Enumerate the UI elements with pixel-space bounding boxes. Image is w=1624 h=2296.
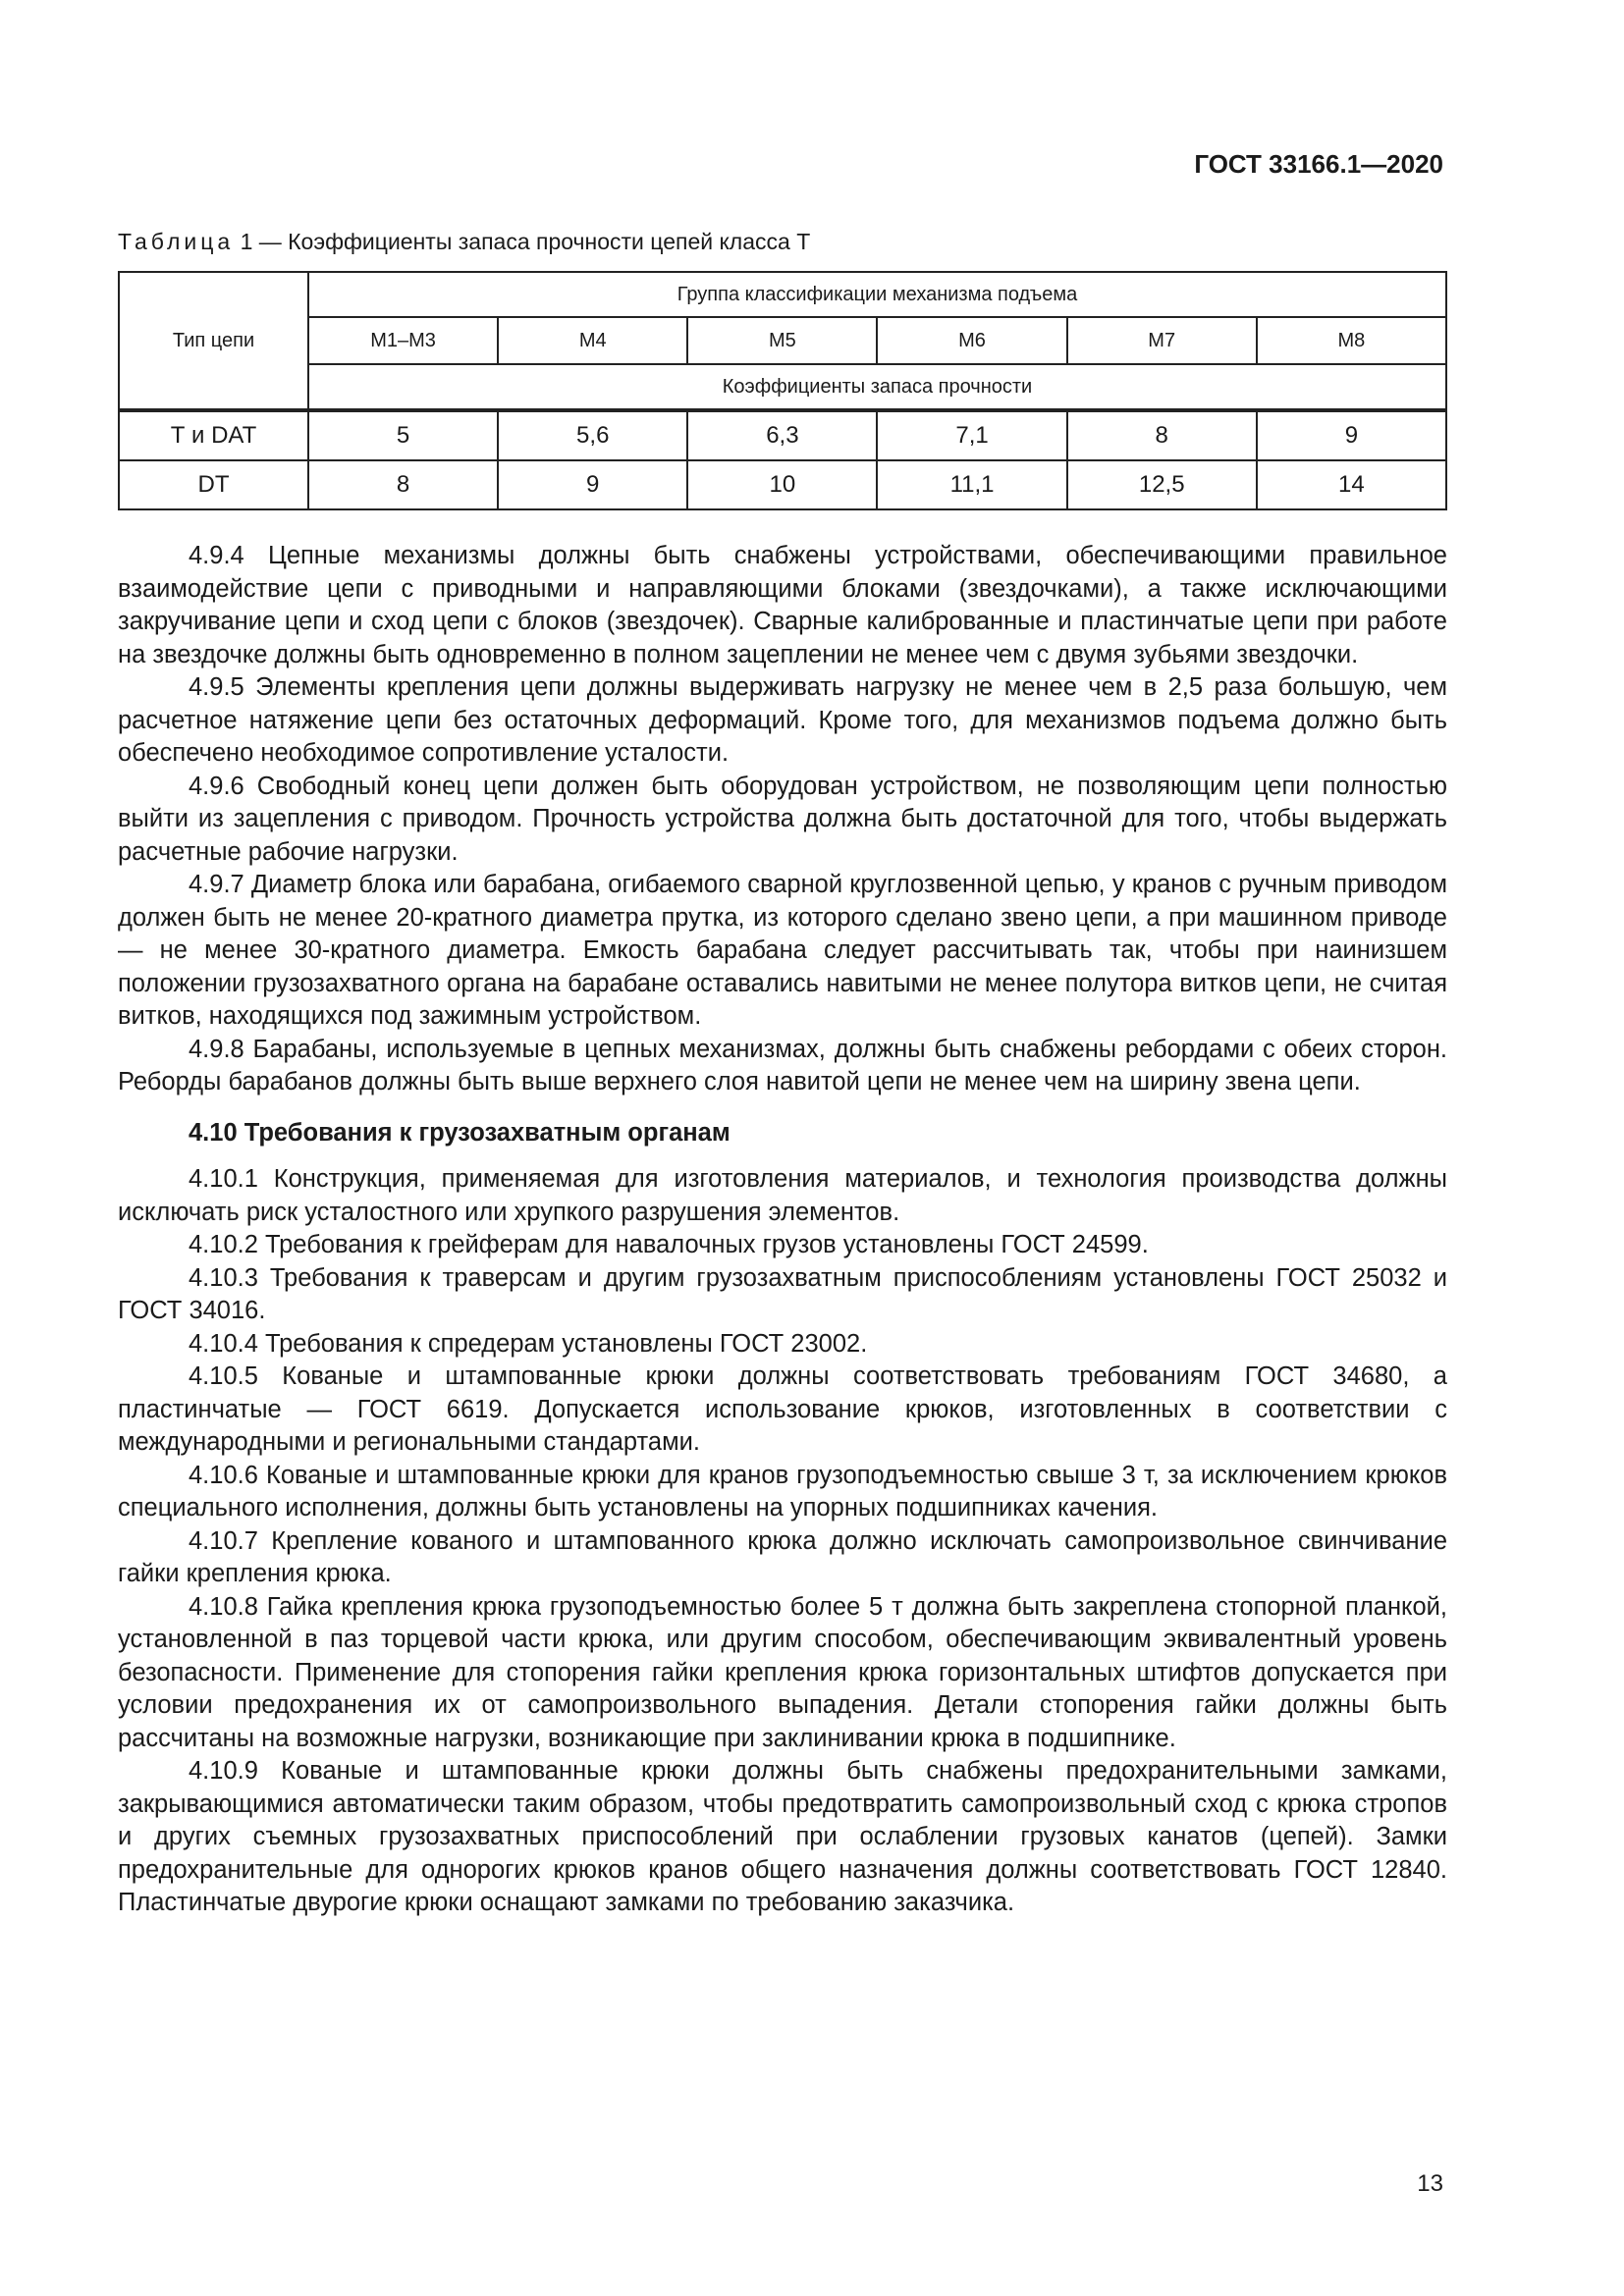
page-number: 13 [1417,2170,1443,2197]
value-cell: 5,6 [498,410,687,460]
chain-type-cell: Т и DAT [119,410,308,460]
group-cell: М6 [877,317,1066,364]
paragraph-4-10-4: 4.10.4 Требования к спредерам установлены ГОСТ 23002. [189,1329,868,1358]
value-cell: 11,1 [877,460,1066,509]
chain-type-cell: DT [119,460,308,509]
paragraph-4-9-7: 4.9.7 Диаметр блока или барабана, огибаемого сварной круглозвенной цепью, у кранов с ручным приводом должен быть не менее 20-кратного диаметра прутка, из которого сделано звено цепи, а при машинном приводе — не менее 30-кратного диаметра. Емкость барабана следует рассчитывать так, чтобы при наинизшем положении грузозахватного органа на барабане оставались навитыми не менее полутора витков цепи, не считая витков, находящихся под зажимным устройством. [118,871,1447,1030]
value-cell: 6,3 [687,410,877,460]
group-cell: М8 [1257,317,1446,364]
coefficients-table [118,271,1447,510]
value-cell: 8 [1067,410,1257,460]
section-heading-4-10: 4.10 Требования к грузозахватным органам [189,1118,731,1147]
paragraph-4-9-5: 4.9.5 Элементы крепления цепи должны выдерживать нагрузку не менее чем в 2,5 раза большую, чем расчетное натяжение цепи без остаточных деформаций. Кроме того, для механизмов подъема должно быть обеспечено необходимое сопротивление усталости. [118,673,1447,767]
table-caption [118,229,810,255]
paragraph-4-10-2: 4.10.2 Требования к грейферам для навалочных грузов установлены ГОСТ 24599. [189,1231,1149,1258]
group-cell: М4 [498,317,687,364]
paragraph-4-10-1: 4.10.1 Конструкция, применяемая для изготовления материалов, и технология производства должны исключать риск усталостного или хрупкого разрушения элементов. [118,1165,1447,1226]
table-caption-label: Таблица [118,229,235,254]
table-row [119,410,1446,460]
table-row [119,460,1446,509]
value-cell: 12,5 [1067,460,1257,509]
type-header-cell: Тип цепи [119,272,308,410]
paragraph-4-10-9: 4.10.9 Кованые и штампованные крюки должны быть снабжены предохранительными замками, закрывающимися автоматически таким образом, чтобы предотвратить самопроизвольный сход с крюка стропов и других съемных грузозахватных приспособлений при ослаблении грузовых канатов (цепей). Замки предохранительные для однорогих крюков кранов общего назначения должны соответствовать ГОСТ 12840. Пластинчатые двурогие крюки оснащают замками по требованию заказчика. [118,1757,1447,1916]
paragraph-4-9-8: 4.9.8 Барабаны, используемые в цепных механизмах, должны быть снабжены ребордами с обеих сторон. Реборды барабанов должны быть выше верхнего слоя навитой цепи не менее чем на ширину звена цепи. [118,1035,1447,1095]
value-cell: 7,1 [877,410,1066,460]
value-cell: 5 [308,410,498,460]
value-cell: 10 [687,460,877,509]
group-cell: М7 [1067,317,1257,364]
paragraph-4-10-5: 4.10.5 Кованые и штампованные крюки должны соответствовать требованиям ГОСТ 34680, а пластинчатые — ГОСТ 6619. Допускается использование крюков, изготовленных в соответствии с международными и региональными стандартами. [118,1362,1447,1456]
body-text [118,540,1447,1920]
value-cell: 9 [1257,410,1446,460]
group-cell: М1–М3 [308,317,498,364]
coef-header-cell: Коэффициенты запаса прочности [308,364,1446,410]
value-cell: 14 [1257,460,1446,509]
paragraph-4-10-7: 4.10.7 Крепление кованого и штампованного крюка должно исключать самопроизвольное свинчивание гайки крепления крюка. [118,1526,1447,1587]
value-cell: 9 [498,460,687,509]
paragraph-4-10-6: 4.10.6 Кованые и штампованные крюки для кранов грузоподъемностью свыше 3 т, за исключением крюков специального исполнения, должны быть установлены на упорных подшипниках качения. [118,1461,1447,1522]
paragraph-4-9-4: 4.9.4 Цепные механизмы должны быть снабжены устройствами, обеспечивающими правильное взаимодействие цепи с приводными и направляющими блоками (звездочками), а также исключающими закручивание цепи и сход цепи с блоков (звездочек). Сварные калиброванные и пластинчатые цепи при работе на звездочке должны быть одновременно в полном зацеплении не менее чем с двумя зубьями звездочки. [118,542,1447,668]
paragraph-4-10-3: 4.10.3 Требования к траверсам и другим грузозахватным приспособлениям установлены ГОСТ 25032 и ГОСТ 34016. [118,1263,1447,1324]
value-cell: 8 [308,460,498,509]
paragraph-4-10-8: 4.10.8 Гайка крепления крюка грузоподъемностью более 5 т должна быть закреплена стопорной планкой, установленной в паз торцевой части крюка, или другим способом, обеспечивающим эквивалентный уровень безопасности. Применение для стопорения гайки крепления крюка горизонтальных штифтов допускается при условии предохранения их от самопроизвольного выпадения. Детали стопорения гайки должны быть рассчитаны на возможные нагрузки, возникающие при заклинивании крюка в подшипнике. [118,1592,1447,1752]
group-cell: М5 [687,317,877,364]
group-header-cell: Группа классификации механизма подъема [308,272,1446,317]
document-header: ГОСТ 33166.1—2020 [1194,149,1443,179]
table-caption-text: 1 — Коэффициенты запаса прочности цепей класса Т [234,229,811,254]
paragraph-4-9-6: 4.9.6 Свободный конец цепи должен быть оборудован устройством, не позволяющим цепи полностью выйти из зацепления с приводом. Прочность устройства должна быть достаточной для того, чтобы выдержать расчетные рабочие нагрузки. [118,772,1447,866]
